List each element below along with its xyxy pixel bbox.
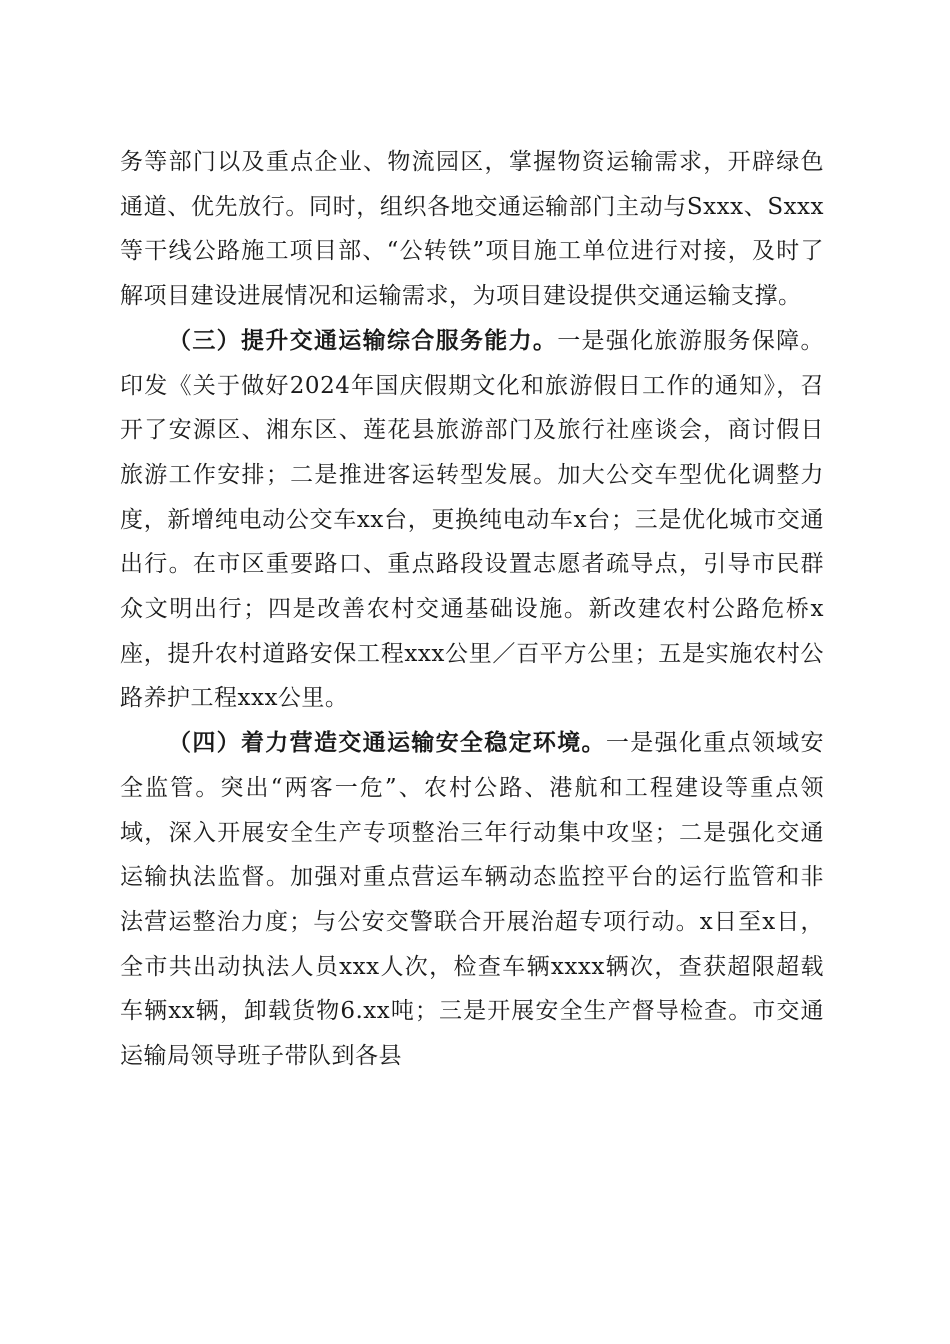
section-heading: （三）提升交通运输综合服务能力。 [168, 326, 558, 354]
document-page [120, 140, 824, 1079]
paragraph-section-four [120, 721, 824, 1079]
paragraph-continuation [120, 140, 824, 319]
paragraph-section-three [120, 319, 824, 721]
paragraph-body: 务等部门以及重点企业、物流园区，掌握物资运输需求，开辟绿色通道、优先放行。同时，组织各地交通运输部门主动与Sxxx、Sxxx等干线公路施工项目部、“公转铁”项目施工单位进行对接，及时了解项目建设进展情况和运输需求，为项目建设提供交通运输支撑。 [120, 149, 824, 310]
paragraph-body: 一是强化重点领域安全监管。突出“两客一危”、农村公路、港航和工程建设等重点领域，深入开展安全生产专项整治三年行动集中攻坚；二是强化交通运输执法监督。加强对重点营运车辆动态监控平台的运行监管和非法营运整治力度；与公安交警联合开展治超专项行动。x日至x日，全市共出动执法人员xxx人次，检查车辆xxxx辆次，查获超限超载车辆xx辆，卸载货物6.xx吨；三是开展安全生产督导检查。市交通运输局领导班子带队到各县 [120, 730, 825, 1070]
section-heading: （四）着力营造交通运输安全稳定环境。 [168, 729, 606, 757]
paragraph-body: 一是强化旅游服务保障。印发《关于做好2024年国庆假期文化和旅游假日工作的通知》，召开了安源区、湘东区、莲花县旅游部门及旅行社座谈会，商讨假日旅游工作安排；二是推进客运转型发展。加大公交车型优化调整力度，新增纯电动公交车xx台，更换纯电动车x台；三是优化城市交通出行。在市区重要路口、重点路段设置志愿者疏导点，引导市民群众文明出行；四是改善农村交通基础设施。新改建农村公路危桥x座，提升农村道路安保工程xxx公里／百平方公里；五是实施农村公路养护工程xxx公里。 [120, 327, 825, 712]
